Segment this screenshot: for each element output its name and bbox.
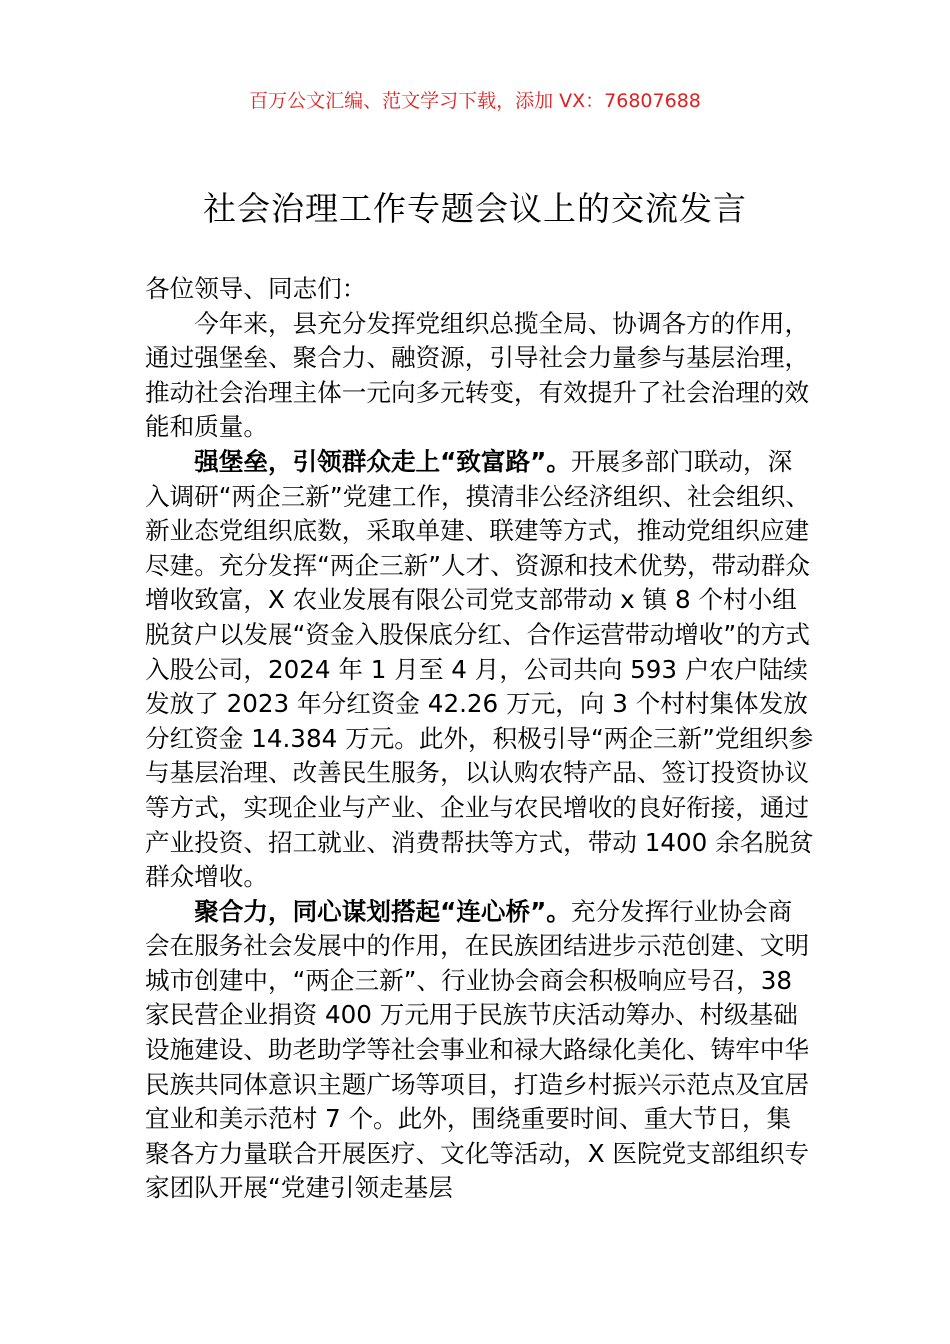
header-watermark: 百万公文汇编、范文学习下载，添加 VX：76807688 [249, 90, 701, 112]
section2-text: 充分发挥行业协会商会在服务社会发展中的作用，在民族团结进步示范创建、文明城市创建中，“两企三新”、行业协会商会积极响应号召，38 家民营企业捐资 400 万元用于民族节庆活动筹办、村级基础设施建设、助老助学等社会事业和禄大路绿化美化、铸牢中华民族共同体意识主题广场等项目，打造乡村振兴示范点及宜居宜业和美示范村 7 个。此外，围绕重要时间、重大节日，集聚各方力量联合开展医疗、文化等活动，X 医院党支部组织专家团队开展“党建引领走基层 [145, 896, 810, 1203]
section2-heading: 聚合力，同心谋划搭起“连心桥”。 [194, 896, 571, 926]
salutation: 各位领导、同志们： [145, 274, 367, 303]
section1-text: 开展多部门联动，深入调研“两企三新”党建工作，摸清非公经济组织、社会组织、新业态党组织底数，采取单建、联建等方式，推动党组织应建尽建。充分发挥“两企三新”人才、资源和技术优势，带动群众增收致富，X 农业发展有限公司党支部带动 x 镇 8 个村小组脱贫户以发展“资金入股保底分红、合作运营带动增收”的方式入股公司，2024 年 1 月至 4 月，公司共向 593 户农户陆续发放了 2023 年分红资金 42.26 万元，向 3 个村村集体发放分红资金 14.384 万元。此外，积极引导“两企三新”党组织参与基层治理、改善民生服务，以认购农特产品、签订投资协议等方式，实现企业与产业、企业与农民增收的良好衔接，通过产业投资、招工就业、消费帮扶等方式，带动 1400 余名脱贫群众增收。 [145, 446, 814, 892]
intro-paragraph: 今年来，县充分发挥党组织总揽全局、协调各方的作用，通过强堡垒、聚合力、融资源，引导社会力量参与基层治理，推动社会治理主体一元向多元转变，有效提升了社会治理的效能和质量。 [145, 308, 810, 442]
section2-paragraph [145, 895, 815, 1206]
section1-paragraph [145, 445, 815, 895]
document-title: 社会治理工作专题会议上的交流发言 [203, 189, 747, 228]
section1-heading: 强堡垒，引领群众走上“致富路”。 [194, 446, 571, 476]
document-body [145, 272, 815, 1206]
